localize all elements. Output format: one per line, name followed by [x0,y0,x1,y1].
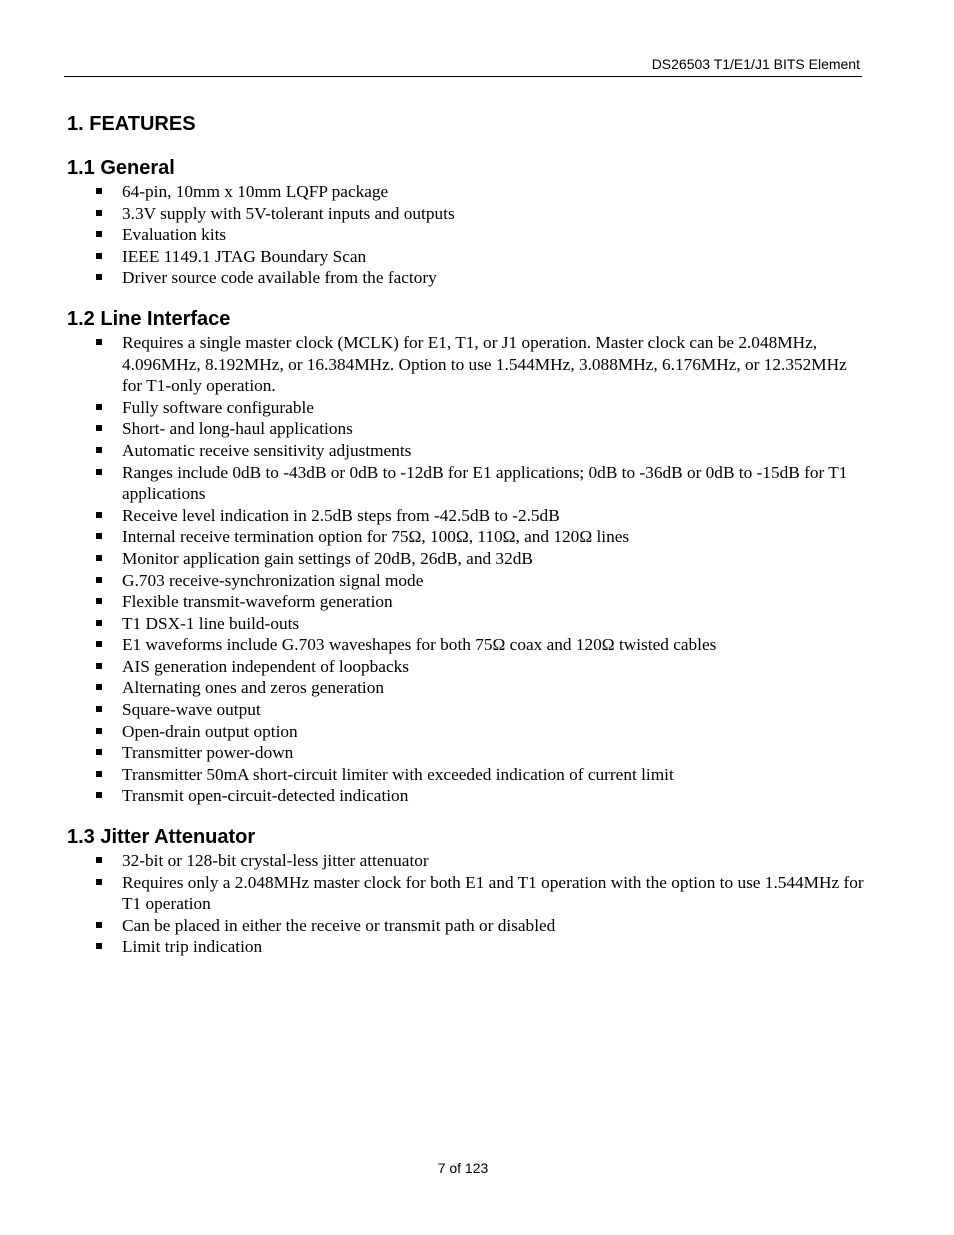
bullet-icon [96,857,102,863]
list-item: 3.3V supply with 5V-tolerant inputs and outputs [67,203,867,225]
bullet-icon [96,663,102,669]
list-jitter-attenuator [67,850,867,958]
page-header [64,56,862,77]
bullet-icon [96,425,102,431]
bullet-icon [96,469,102,475]
list-item: Requires only a 2.048MHz master clock for both E1 and T1 operation with the option to use 1.544MHz for T1 operation [67,872,867,915]
list-item: Ranges include 0dB to -43dB or 0dB to -12dB for E1 applications; 0dB to -36dB or 0dB to -15dB for T1 applications [67,462,867,505]
list-item: Transmitter power-down [67,742,867,764]
bullet-icon [96,620,102,626]
list-item: Open-drain output option [67,721,867,743]
bullet-icon [96,533,102,539]
bullet-icon [96,706,102,712]
subsection-title-line-interface: 1.2 Line Interface [67,307,231,330]
bullet-icon [96,641,102,647]
page-footer [0,1160,926,1176]
list-item: Short- and long-haul applications [67,418,867,440]
bullet-icon [96,210,102,216]
list-item: Automatic receive sensitivity adjustments [67,440,867,462]
list-item: Flexible transmit-waveform generation [67,591,867,613]
list-item: G.703 receive-synchronization signal mode [67,570,867,592]
bullet-icon [96,728,102,734]
list-item: Square-wave output [67,699,867,721]
bullet-icon [96,339,102,345]
list-item: E1 waveforms include G.703 waveshapes for both 75Ω coax and 120Ω twisted cables [67,634,867,656]
bullet-icon [96,879,102,885]
bullet-icon [96,512,102,518]
list-item: Evaluation kits [67,224,867,246]
bullet-icon [96,253,102,259]
list-item: Transmitter 50mA short-circuit limiter with exceeded indication of current limit [67,764,867,786]
bullet-icon [96,598,102,604]
page-number: 7 of 123 [437,1160,489,1176]
subsection-title-general: 1.1 General [67,157,175,179]
bullet-icon [96,188,102,194]
list-item: Fully software configurable [67,397,867,419]
list-item: Limit trip indication [67,936,867,958]
bullet-icon [96,555,102,561]
list-item: Requires a single master clock (MCLK) for E1, T1, or J1 operation. Master clock can be 2.048MHz, 4.096MHz, 8.192MHz, or 16.384MHz. Option to use 1.544MHz, 3.088MHz, 6.176MHz, or 12.352MHz for T1-only operation. [67,332,867,397]
list-general [67,181,867,289]
section-title: 1. FEATURES [67,113,196,135]
list-line-interface [67,332,867,807]
list-item: Alternating ones and zeros generation [67,677,867,699]
bullet-icon [96,922,102,928]
bullet-icon [96,749,102,755]
bullet-icon [96,771,102,777]
bullet-icon [96,684,102,690]
bullet-icon [96,404,102,410]
list-item: Can be placed in either the receive or transmit path or disabled [67,915,867,937]
list-item: Receive level indication in 2.5dB steps from -42.5dB to -2.5dB [67,505,867,527]
subsection-title-jitter-attenuator: 1.3 Jitter Attenuator [67,826,256,849]
bullet-icon [96,943,102,949]
list-item: AIS generation independent of loopbacks [67,656,867,678]
list-item: 64-pin, 10mm x 10mm LQFP package [67,181,867,203]
list-item: Internal receive termination option for 75Ω, 100Ω, 110Ω, and 120Ω lines [67,526,867,548]
list-item: Transmit open-circuit-detected indication [67,785,867,807]
list-item: 32-bit or 128-bit crystal-less jitter attenuator [67,850,867,872]
bullet-icon [96,274,102,280]
bullet-icon [96,792,102,798]
bullet-icon [96,231,102,237]
bullet-icon [96,447,102,453]
list-item: T1 DSX-1 line build-outs [67,613,867,635]
page-content [67,112,867,976]
list-item: Monitor application gain settings of 20dB, 26dB, and 32dB [67,548,867,570]
list-item: Driver source code available from the factory [67,267,867,289]
bullet-icon [96,577,102,583]
document-title: DS26503 T1/E1/J1 BITS Element [651,56,860,72]
list-item: IEEE 1149.1 JTAG Boundary Scan [67,246,867,268]
